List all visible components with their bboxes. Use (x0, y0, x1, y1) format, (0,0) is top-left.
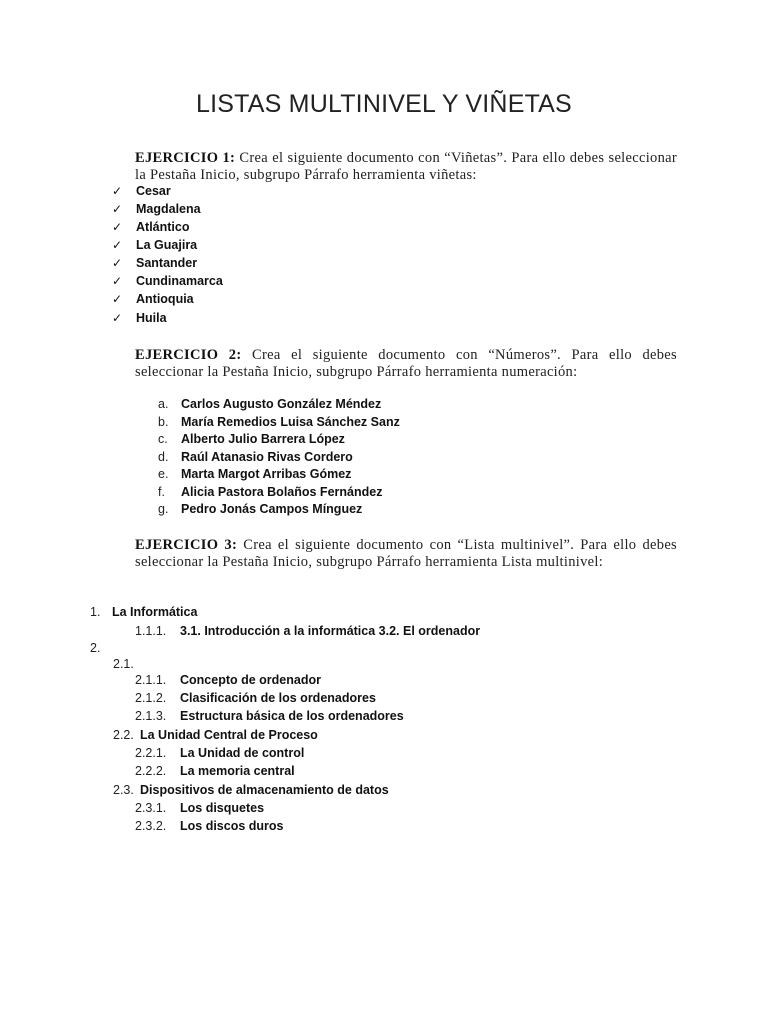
exercise-1-instructions (135, 150, 677, 184)
list-item: La Unidad de control (180, 746, 305, 760)
list-marker: 2.3.2. (135, 819, 167, 833)
check-icon: ✓ (112, 256, 123, 270)
list-item: 3.1. Introducción a la informática 3.2. El ordenador (180, 624, 481, 638)
exercise-2-instructions (135, 347, 677, 381)
list-item: Los disquetes (180, 801, 265, 815)
exercise-3-label: EJERCICIO 3: (135, 537, 238, 553)
list-marker: 2.3.1. (135, 801, 167, 815)
list-marker: 2.2. (113, 728, 134, 742)
check-icon: ✓ (112, 184, 123, 198)
check-icon: ✓ (112, 311, 123, 325)
list-item: La memoria central (180, 764, 295, 778)
page-title: LISTAS MULTINIVEL Y VIÑETAS (196, 90, 572, 118)
list-item: Dispositivos de almacenamiento de datos (140, 783, 389, 797)
list-marker: 2.1.2. (135, 691, 167, 705)
list-item: Atlántico (136, 220, 190, 234)
list-marker: 2. (90, 641, 101, 655)
check-icon: ✓ (112, 238, 123, 252)
list-item: Estructura básica de los ordenadores (180, 709, 404, 723)
list-item: La Unidad Central de Proceso (140, 728, 318, 742)
list-marker: 1.1.1. (135, 624, 167, 638)
exercise-3-instructions (135, 537, 677, 571)
list-item: Los discos duros (180, 819, 284, 833)
list-item: María Remedios Luisa Sánchez Sanz (181, 415, 400, 429)
list-item: Cundinamarca (136, 274, 223, 288)
list-marker: 2.1. (113, 657, 134, 671)
exercise-1-label: EJERCICIO 1: (135, 150, 236, 166)
list-item: Santander (136, 256, 198, 270)
list-marker: 2.2.2. (135, 764, 167, 778)
list-marker: 2.1.1. (135, 673, 167, 687)
list-item: Pedro Jonás Campos Mínguez (181, 502, 363, 516)
list-item: Antioquia (136, 292, 194, 306)
list-item: La Guajira (136, 238, 198, 252)
list-item: Carlos Augusto González Méndez (181, 397, 382, 411)
list-item: Clasificación de los ordenadores (180, 691, 376, 705)
list-marker: 1. (90, 605, 101, 619)
list-item: Alberto Julio Barrera López (181, 432, 345, 446)
check-icon: ✓ (112, 274, 123, 288)
list-item: Alicia Pastora Bolaños Fernández (181, 485, 383, 499)
list-marker: g. (158, 502, 169, 516)
list-item: La Informática (112, 605, 198, 619)
list-item: Magdalena (136, 202, 201, 216)
exercise-1-text: Crea el siguiente documento con “Viñetas”. Para ello debes seleccionar la Pestaña Inicio, subgrupo Párrafo herramienta viñetas: (135, 150, 678, 183)
list-marker: d. (158, 450, 169, 464)
list-item: Huila (136, 311, 167, 325)
list-marker: 2.1.3. (135, 709, 167, 723)
list-marker: e. (158, 467, 169, 481)
list-marker: 2.2.1. (135, 746, 167, 760)
list-marker: c. (158, 432, 168, 446)
list-marker: 2.3. (113, 783, 134, 797)
exercise-3-text: Crea el siguiente documento con “Lista multinivel”. Para ello debes seleccionar la Pestaña Inicio, subgrupo Párrafo herramienta Lista multinivel: (135, 537, 677, 570)
list-item: Concepto de ordenador (180, 673, 321, 687)
check-icon: ✓ (112, 220, 123, 234)
check-icon: ✓ (112, 202, 123, 216)
list-item: Marta Margot Arribas Gómez (181, 467, 352, 481)
check-icon: ✓ (112, 292, 123, 306)
exercise-2-text: Crea el siguiente documento con “Números”. Para ello debes seleccionar la Pestaña Inicio, subgrupo Párrafo herramienta numeración: (135, 347, 677, 380)
list-item: Cesar (136, 184, 171, 198)
list-marker: f. (158, 485, 165, 499)
list-item: Raúl Atanasio Rivas Cordero (181, 450, 353, 464)
list-marker: b. (158, 415, 169, 429)
list-marker: a. (158, 397, 169, 411)
exercise-2-label: EJERCICIO 2: (135, 347, 242, 363)
